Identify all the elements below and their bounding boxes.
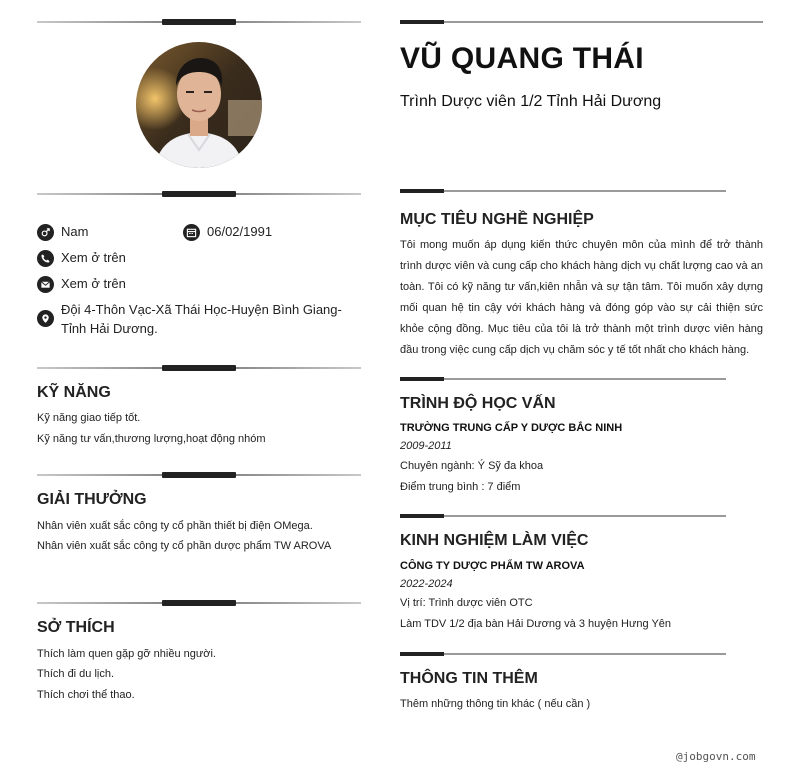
phone-icon bbox=[37, 250, 54, 267]
calendar-icon bbox=[183, 224, 200, 241]
skills-item: Kỹ năng tư vấn,thương lượng,hoạt động nhóm bbox=[37, 433, 266, 445]
phone-text: Xem ở trên bbox=[61, 250, 126, 265]
skills-item: Kỹ năng giao tiếp tốt. bbox=[37, 412, 141, 424]
gender-icon bbox=[37, 224, 54, 241]
education-title: TRÌNH ĐỘ HỌC VẤN bbox=[400, 395, 556, 412]
hobbies-item: Thích làm quen gặp gỡ nhiều người. bbox=[37, 648, 216, 660]
hobbies-item: Thích chơi thể thao. bbox=[37, 689, 135, 701]
objective-title: MỤC TIÊU NGHỀ NGHIỆP bbox=[400, 211, 594, 228]
contact-birthday bbox=[183, 224, 272, 241]
divider-awards bbox=[37, 472, 361, 478]
hobbies-item: Thích đi du lịch. bbox=[37, 668, 115, 680]
candidate-name: VŨ QUANG THÁI bbox=[400, 42, 644, 75]
divider-experience bbox=[400, 514, 726, 518]
contact-address bbox=[37, 300, 361, 338]
contact-email bbox=[37, 276, 126, 293]
divider-hobbies bbox=[37, 600, 361, 606]
awards-title: GIẢI THƯỞNG bbox=[37, 491, 147, 508]
divider-education bbox=[400, 377, 726, 381]
contact-gender bbox=[37, 224, 88, 241]
skills-title: KỸ NĂNG bbox=[37, 384, 111, 401]
contact-phone bbox=[37, 250, 126, 267]
envelope-icon bbox=[37, 276, 54, 293]
experience-company: CÔNG TY DƯỢC PHẨM TW AROVA bbox=[400, 560, 585, 572]
address-text: Đội 4-Thôn Vạc-Xã Thái Học-Huyện Bình Giang-Tỉnh Hải Dương. bbox=[61, 302, 342, 336]
hobbies-title: SỞ THÍCH bbox=[37, 619, 115, 636]
experience-title: KINH NGHIỆM LÀM VIỆC bbox=[400, 532, 589, 549]
birthday-text: 06/02/1991 bbox=[207, 224, 273, 239]
awards-item: Nhân viên xuất sắc công ty cổ phần thiết bị điện OMega. bbox=[37, 520, 313, 532]
additional-title: THÔNG TIN THÊM bbox=[400, 670, 538, 687]
education-major: Chuyên ngành: Ý Sỹ đa khoa bbox=[400, 460, 544, 472]
divider-contact bbox=[37, 191, 361, 197]
experience-position: Vị trí: Trình dược viên OTC bbox=[400, 597, 533, 609]
experience-description: Làm TDV 1/2 địa bàn Hải Dương và 3 huyện Hưng Yên bbox=[400, 618, 672, 630]
education-period: 2009-2011 bbox=[400, 440, 452, 452]
watermark-text: @jobgovn.com bbox=[676, 750, 756, 763]
education-gpa: Điểm trung bình : 7 điểm bbox=[400, 481, 521, 493]
education-school: TRƯỜNG TRUNG CẤP Y DƯỢC BẮC NINH bbox=[400, 422, 623, 434]
divider-additional bbox=[400, 652, 726, 656]
location-pin-icon bbox=[37, 310, 54, 327]
divider-top-right bbox=[400, 20, 763, 24]
avatar bbox=[136, 42, 262, 168]
divider-objective bbox=[400, 189, 726, 193]
objective-text: Tôi mong muốn áp dụng kiến thức chuyên môn của mình để trở thành trình dược viên và cung cấp cho khách hàng dịch vụ chất lượng cao và an toàn. Tôi có kỹ năng tư vấn,kiên nhẫn và sự tận tâm. Tôi muốn xây dựng mối quan hệ tin cậy với khách hàng và đóng góp vào sự cải thiện sức khỏe cộng đồng. Mục tiêu của tôi là trở thành một trình dược viên hàng đầu trong việc cung cấp dịch vụ chăm sóc y tế tốt nhất cho khách hàng. bbox=[400, 239, 763, 356]
gender-text: Nam bbox=[61, 224, 89, 239]
divider-skills bbox=[37, 365, 361, 371]
additional-text: Thêm những thông tin khác ( nếu cần ) bbox=[400, 698, 591, 710]
awards-item: Nhân viên xuất sắc công ty cổ phần dược phẩm TW AROVA bbox=[37, 540, 332, 552]
divider-top-left bbox=[37, 19, 361, 25]
experience-period: 2022-2024 bbox=[400, 578, 453, 590]
email-text: Xem ở trên bbox=[61, 276, 126, 291]
candidate-role: Trình Dược viên 1/2 Tỉnh Hải Dương bbox=[400, 93, 662, 110]
